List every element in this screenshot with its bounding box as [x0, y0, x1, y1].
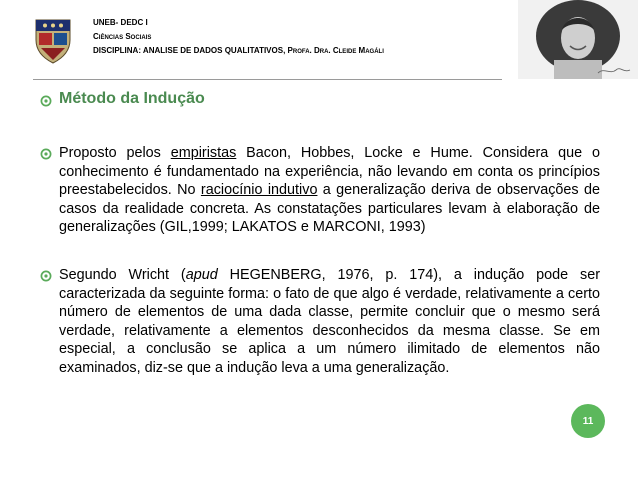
bullet-icon — [39, 147, 53, 161]
bullet2-text-b: HEGENBERG, 1976, p. 174), a indução pode ser caracterizada da seguinte forma: o fato de que algo é verdade, relativamente a certo número de elementos de uma dada classe, permite concluir que o mesmo será verdade, relativamente a elementos desconhecidos da mesma classe. Se em especial, a conclusão se aplica a um número ilimitado de elementos não examinados, diz-se que a indução leva a uma generalização. — [59, 267, 600, 376]
bullet-paragraph-1 — [59, 144, 600, 237]
professor-photo — [518, 0, 638, 79]
bullet2-apud: apud — [185, 267, 218, 283]
university-crest-logo — [33, 18, 73, 64]
bullet-icon — [39, 269, 53, 283]
header-discipline-text: DISCIPLINA: ANALISE DE DADOS QUALITATIVOS, — [93, 46, 288, 55]
bullet1-text-b: Bacon, Hobbes, Locke e Hume. Considera que o conhecimento é fundamentado na experiência, não levando em conta os princípios preestabelecidos. No — [59, 145, 600, 198]
bullet1-text-c: a generalização deriva de observações de casos da realidade concreta. As constatações particulares levam à elaboração de generalizações (GIL,1999; LAKATOS e MARCONI, 1993) — [59, 182, 600, 235]
link-raciocinio-indutivo[interactable]: raciocínio indutivo — [200, 182, 318, 198]
header-professor: Profa. Dra. Cleide Magáli — [287, 46, 384, 55]
page-number-badge: 11 — [571, 404, 605, 438]
header-course: Ciências Sociais — [93, 32, 152, 41]
bullet1-text-a: Proposto pelos — [59, 145, 171, 161]
link-empiristas[interactable]: empiristas — [170, 145, 237, 161]
bullet-paragraph-2 — [59, 266, 600, 377]
bullet2-text-a: Segundo Wricht ( — [59, 267, 186, 283]
bullet-icon — [39, 94, 53, 108]
slide-title: Método da Indução — [59, 90, 205, 107]
header-divider — [33, 79, 502, 80]
header-institution: UNEB- DEDC I — [93, 18, 148, 27]
header-discipline — [93, 46, 384, 55]
